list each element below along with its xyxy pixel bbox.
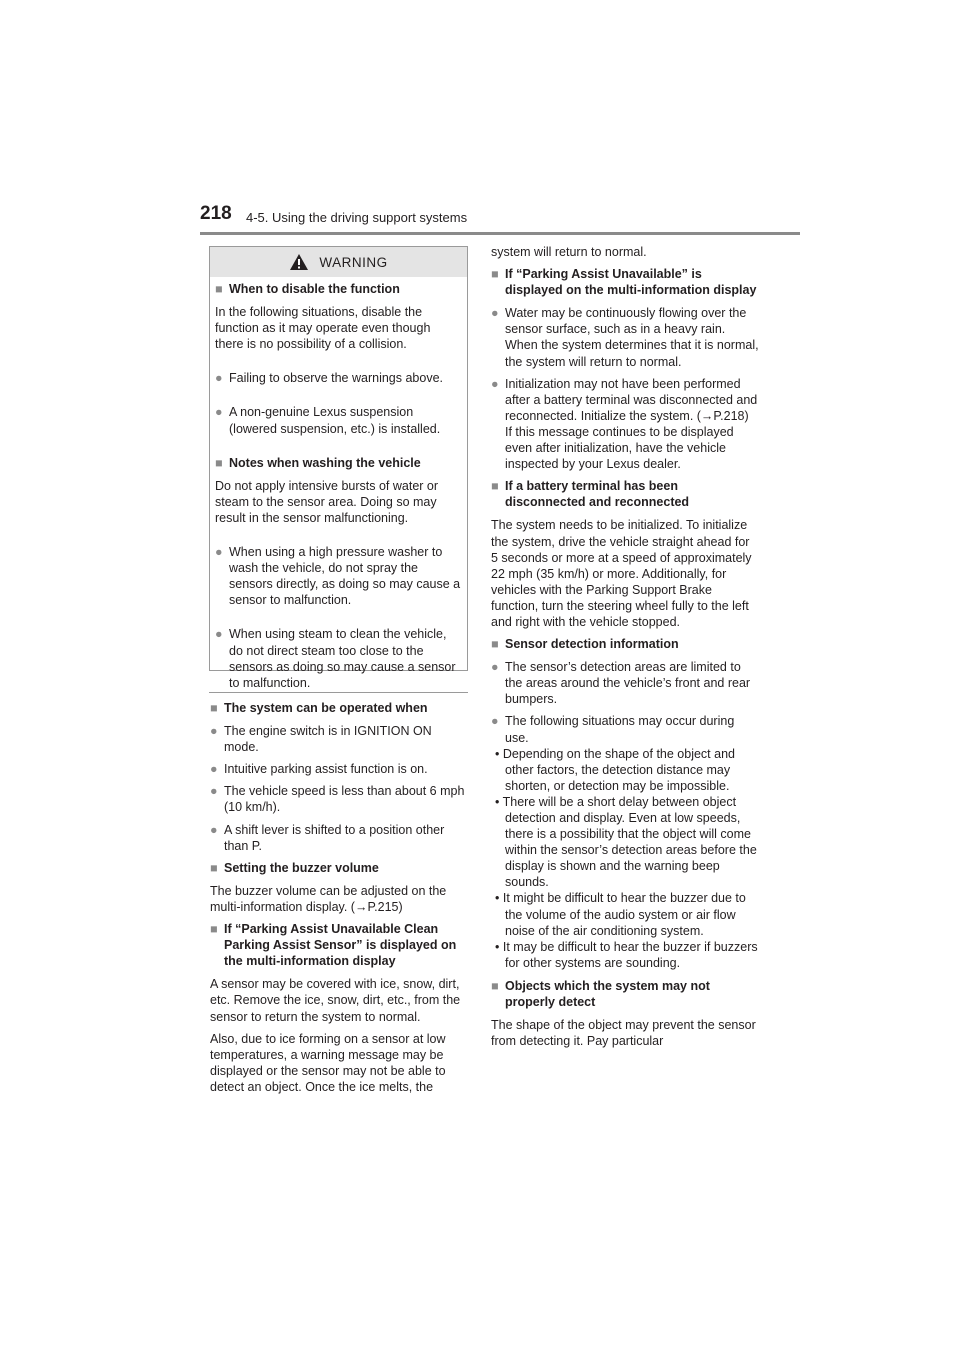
circle-bullet-icon: ● — [491, 660, 499, 675]
list-item — [491, 659, 759, 707]
list-item — [210, 761, 468, 777]
header-rule — [200, 232, 800, 235]
warning-heading — [215, 455, 462, 471]
warning-paragraph: Do not apply intensive bursts of water or steam to the sensor area. Doing so may result in the sensor malfunctioning. — [215, 478, 439, 525]
bullet-text: A non-genuine Lexus suspension (lowered suspension, etc.) is installed. — [229, 405, 441, 436]
dash-text: It might be difficult to hear the buzzer due to the volume of the audio system or air flow noise of the air conditioning system. — [502, 891, 746, 938]
warning-heading — [215, 281, 462, 297]
circle-bullet-icon: ● — [210, 724, 218, 739]
section-heading — [491, 636, 759, 652]
list-item — [491, 376, 759, 424]
dash-text: It may be difficult to hear the buzzer if buzzers for other systems are sounding. — [502, 939, 758, 970]
circle-bullet-icon: ● — [215, 371, 223, 386]
page-number: 218 — [200, 203, 232, 224]
square-bullet-icon: ■ — [215, 455, 223, 470]
heading-text: If “Parking Assist Unavailable Clean Parking Assist Sensor” is displayed on the multi-information display — [224, 922, 457, 969]
paragraph: The shape of the object may prevent the sensor from detecting it. Pay particular — [491, 1018, 756, 1049]
section-title: 4-5. Using the driving support systems — [246, 210, 468, 225]
square-bullet-icon: ■ — [491, 637, 499, 652]
dash-item: • Depending on the shape of the object and other factors, the detection distance may shorten, or detection may be impossible. — [495, 746, 735, 793]
bullet-text: When using a high pressure washer to wash the vehicle, do not spray the sensors directly, as doing so may cause a sensor to malfunction. — [229, 545, 461, 608]
warning-bullet — [215, 626, 462, 690]
paragraph: The system needs to be initialized. To initialize the system, drive the vehicle straight ahead for 5 seconds or more at a speed of approximately 22 mph (35 km/h) or more. Additionally, for vehicles with the Parking Support Brake function, turn the steering wheel fully to the left and right with the vehicle stopped. — [491, 518, 752, 629]
bullet-text: A shift lever is shifted to a position other than P. — [224, 822, 445, 853]
paragraph: system will return to normal. — [491, 245, 647, 259]
square-bullet-icon: ■ — [210, 860, 218, 875]
bullet-text: Failing to observe the warnings above. — [229, 371, 444, 386]
circle-bullet-icon: ● — [491, 306, 499, 321]
warning-box — [209, 246, 468, 690]
section-heading — [210, 860, 468, 876]
heading-text: Objects which the system may not properly detect — [505, 978, 710, 1010]
dash-item: • There will be a short delay between object detection and display. Even at low speeds, there is a possibility that the object will come within the sensor’s detection areas before the display is shown and the warning beep sounds. — [495, 794, 757, 890]
paragraph: Also, due to ice forming on a sensor at low temperatures, a warning message may be displayed or the sensor may not be able to detect an object. Once the ice melts, the — [210, 1031, 446, 1094]
warning-triangle-icon — [289, 253, 309, 271]
bullet-text: The following situations may occur during use. — [505, 714, 735, 745]
warning-header — [210, 247, 467, 277]
section-heading — [210, 700, 468, 716]
warning-body — [210, 277, 467, 691]
paragraph: The buzzer volume can be adjusted on the multi-information display. (→P.215) — [210, 883, 447, 914]
circle-bullet-icon: ● — [215, 405, 223, 420]
section-heading — [210, 921, 468, 969]
bullet-text: The engine switch is in IGNITION ON mode. — [224, 724, 432, 755]
bullet-text: When using steam to clean the vehicle, do not direct steam too close to the sensors as doing so may cause a sensor to malfunction. — [229, 627, 456, 690]
warning-bullet — [215, 404, 462, 436]
section-heading — [491, 266, 759, 298]
list-item — [491, 713, 759, 745]
circle-bullet-icon: ● — [210, 762, 218, 777]
heading-text: When to disable the function — [229, 282, 400, 296]
dash-item: • It might be difficult to hear the buzzer due to the volume of the audio system or air flow noise of the air conditioning system. — [495, 891, 746, 938]
list-item — [210, 783, 468, 815]
dash-list — [491, 746, 759, 971]
dash-item: • It may be difficult to hear the buzzer if buzzers for other systems are sounding. — [495, 939, 758, 970]
circle-bullet-icon: ● — [210, 822, 218, 837]
square-bullet-icon: ■ — [491, 479, 499, 494]
heading-text: The system can be operated when — [224, 701, 428, 715]
circle-bullet-icon: ● — [491, 376, 499, 391]
list-item — [491, 305, 759, 369]
bullet-text: The vehicle speed is less than about 6 mph (10 km/h). — [224, 784, 465, 815]
circle-bullet-icon: ● — [215, 545, 223, 560]
square-bullet-icon: ■ — [215, 282, 223, 296]
warning-bullet — [215, 544, 462, 608]
paragraph: A sensor may be covered with ice, snow, dirt, etc. Remove the ice, snow, dirt, etc., from the sensor to return the system to normal. — [210, 977, 461, 1024]
warning-paragraph: In the following situations, disable the function as it may operate even though there is no possibility of a collision. — [215, 305, 431, 352]
square-bullet-icon: ■ — [210, 922, 218, 937]
heading-text: Notes when washing the vehicle — [229, 455, 421, 470]
section-heading — [491, 478, 759, 510]
heading-text: Sensor detection information — [505, 637, 679, 652]
heading-text: Setting the buzzer volume — [224, 860, 379, 875]
bullet-text: Intuitive parking assist function is on. — [224, 762, 428, 777]
bullet-text: The sensor’s detection areas are limited to the areas around the vehicle’s front and rear bumpers. — [505, 660, 751, 707]
heading-text: If “Parking Assist Unavailable” is displayed on the multi-information display — [505, 267, 757, 298]
list-item — [210, 723, 468, 755]
circle-bullet-icon: ● — [210, 784, 218, 799]
paragraph: If this message continues to be displayed even after initialization, have the vehicle inspected by your Lexus dealer. — [505, 424, 734, 472]
list-item — [210, 822, 468, 854]
dash-text: Depending on the shape of the object and other factors, the detection distance may shorten, or detection may be impossible. — [502, 746, 735, 793]
warning-label: WARNING — [319, 254, 388, 270]
bullet-text: Water may be continuously flowing over the sensor surface, such as in a heavy rain. When the system determines that it is normal, the system will return to normal. — [505, 306, 759, 369]
warning-bullet — [215, 370, 462, 386]
square-bullet-icon: ■ — [491, 978, 499, 993]
square-bullet-icon: ■ — [491, 267, 499, 282]
right-column — [491, 244, 759, 1055]
circle-bullet-icon: ● — [491, 714, 499, 729]
dash-text: There will be a short delay between object detection and display. Even at low speeds, there is a possibility that the object will come within the sensor’s detection areas before the display is shown and the warning beep sounds. — [502, 794, 757, 890]
heading-text: If a battery terminal has been disconnected and reconnected — [505, 479, 690, 510]
left-column-rule — [209, 692, 468, 693]
circle-bullet-icon: ● — [215, 627, 223, 642]
square-bullet-icon: ■ — [210, 701, 218, 715]
left-column — [210, 700, 468, 1101]
bullet-text: Initialization may not have been performed after a battery terminal was disconnected and reconnected. Initialize the system. (→P.218) — [505, 376, 758, 423]
section-heading — [491, 978, 759, 1010]
